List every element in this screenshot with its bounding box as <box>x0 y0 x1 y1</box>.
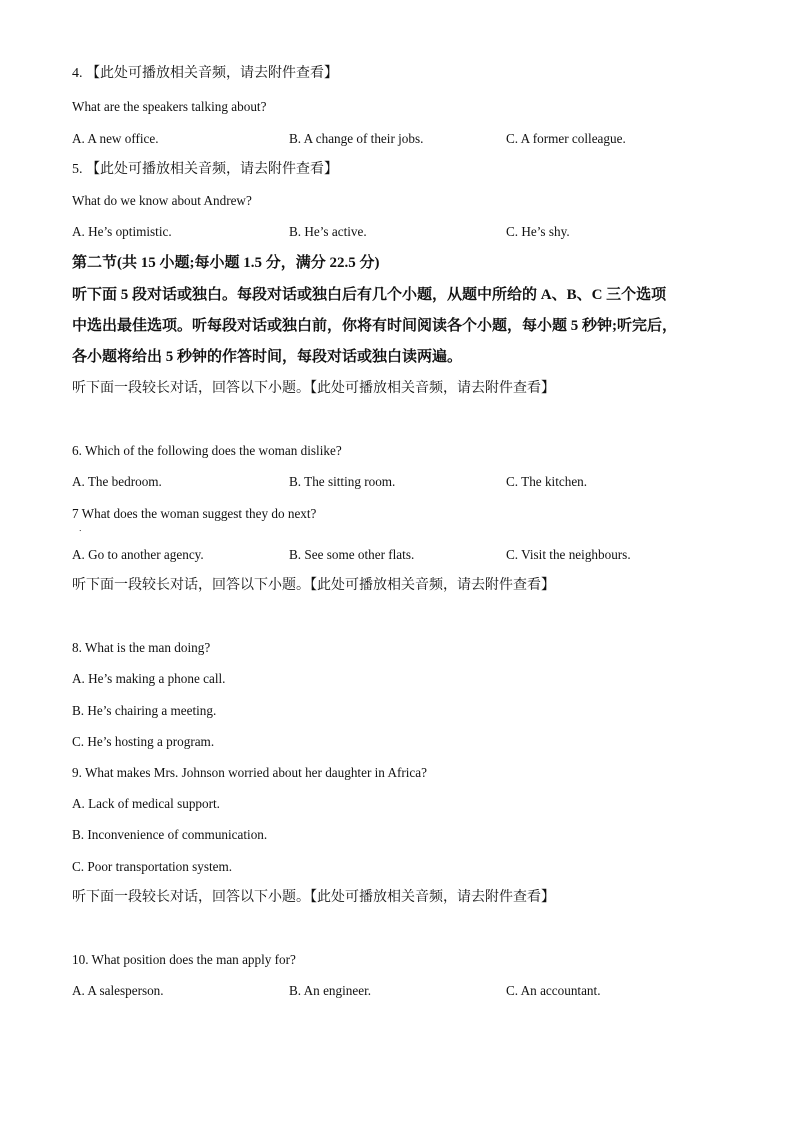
q6-question: 6. Which of the following does the woman dislike? <box>72 443 342 458</box>
q5-header: 5. 【此处可播放相关音频，请去附件查看】 <box>72 162 338 177</box>
q9-option-c: C. Poor transportation system. <box>72 859 233 874</box>
q8-option-a: A. He’s making a phone call. <box>72 671 226 686</box>
q7-question: 7 What does the woman suggest they do next? <box>72 506 317 521</box>
q10-option-c: C. An accountant. <box>506 983 601 998</box>
q6-options <box>72 474 732 490</box>
section2-instruction-line-3: 各小题将给出 5 秒钟的作答时间，每段对话或独白读两遍。 <box>72 349 463 365</box>
q5-question: What do we know about Andrew? <box>72 193 252 208</box>
q4-option-a: A. A new office. <box>72 131 159 146</box>
q9-question: 9. What makes Mrs. Johnson worried about her daughter in Africa? <box>72 765 427 780</box>
q7-option-b: B. See some other flats. <box>289 547 415 562</box>
q6-option-a: A. The bedroom. <box>72 474 162 489</box>
q10-option-b: B. An engineer. <box>289 983 372 998</box>
section2-instruction-line-1: 听下面 5 段对话或独白。每段对话或独白后有几个小题，从题中所给的 A、B、C 三个选项 <box>72 287 667 303</box>
dialog-intro-2: 听下面一段较长对话，回答以下小题。【此处可播放相关音频，请去附件查看】 <box>72 578 555 593</box>
q10-question: 10. What position does the man apply for? <box>72 952 296 967</box>
q5-option-c: C. He’s shy. <box>506 224 570 239</box>
q8-question: 8. What is the man doing? <box>72 640 211 655</box>
q7-options <box>72 547 732 563</box>
q5-options <box>72 224 732 240</box>
q8-option-b: B. He’s chairing a meeting. <box>72 703 217 718</box>
q10-option-a: A. A salesperson. <box>72 983 164 998</box>
q5-option-a: A. He’s optimistic. <box>72 224 172 239</box>
q4-options <box>72 131 732 147</box>
q9-option-b: B. Inconvenience of communication. <box>72 827 268 842</box>
q7-option-c: C. Visit the neighbours. <box>506 547 631 562</box>
section2-instruction-line-2: 中选出最佳选项。听每段对话或独白前，你将有时间阅读各个小题，每小题 5 秒钟;听完后， <box>72 318 677 334</box>
q7-option-a: A. Go to another agency. <box>72 547 204 562</box>
q6-option-c: C. The kitchen. <box>506 474 588 489</box>
q5-option-b: B. He’s active. <box>289 224 367 239</box>
q4-header: 4. 【此处可播放相关音频，请去附件查看】 <box>72 66 338 81</box>
section2-title: 第二节(共 15 小题;每小题 1.5 分，满分 22.5 分) <box>72 255 380 271</box>
dialog-intro-3: 听下面一段较长对话，回答以下小题。【此处可播放相关音频，请去附件查看】 <box>72 890 555 905</box>
q8-option-c: C. He’s hosting a program. <box>72 734 215 749</box>
q4-option-c: C. A former colleague. <box>506 131 626 146</box>
q10-options <box>72 983 732 999</box>
dialog-intro-1: 听下面一段较长对话，回答以下小题。【此处可播放相关音频，请去附件查看】 <box>72 381 555 396</box>
q6-option-b: B. The sitting room. <box>289 474 396 489</box>
q4-question: What are the speakers talking about? <box>72 99 267 114</box>
q7-stray-dot: ． <box>79 524 87 533</box>
q4-option-b: B. A change of their jobs. <box>289 131 424 146</box>
q9-option-a: A. Lack of medical support. <box>72 796 220 811</box>
